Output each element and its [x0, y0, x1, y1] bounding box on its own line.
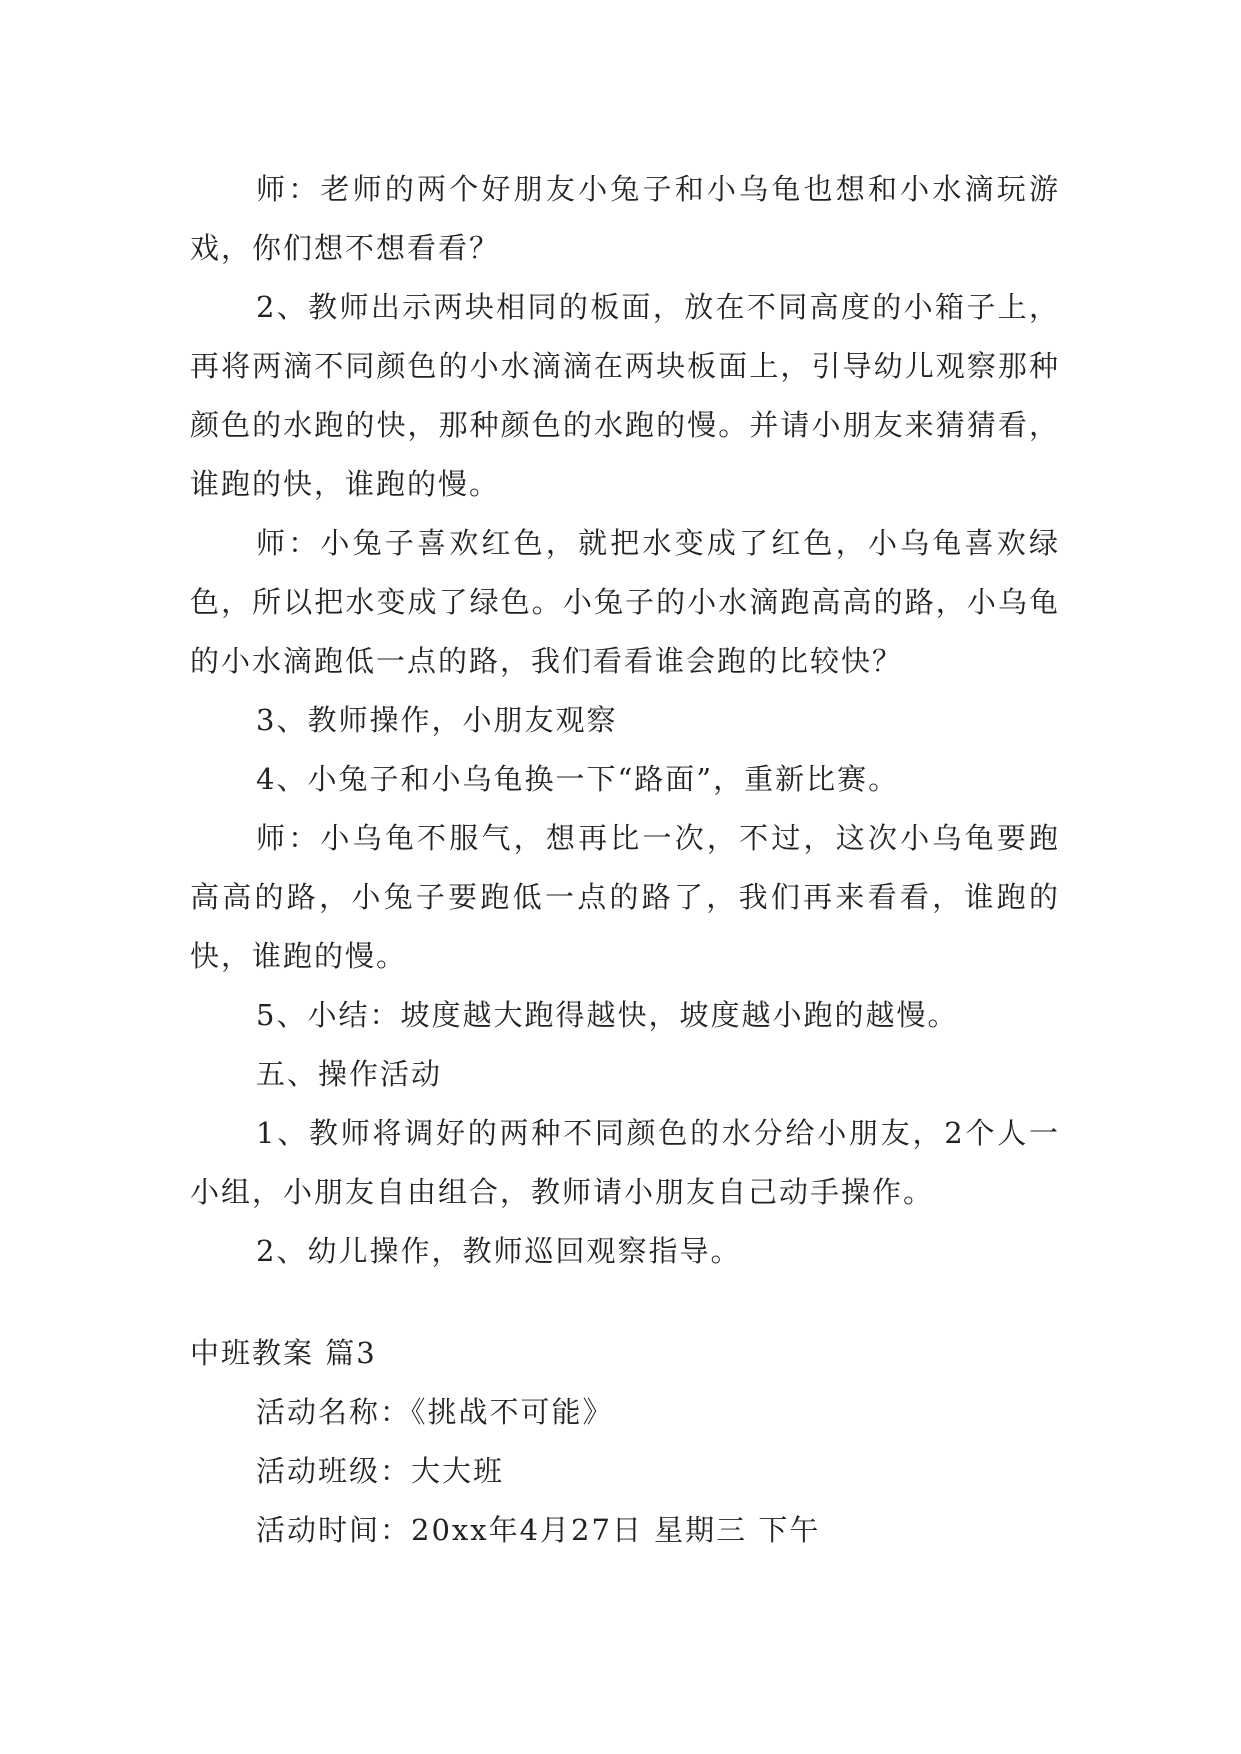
lesson-plan-continued [190, 160, 1060, 1281]
step-2-paragraph: 2、教师出示两块相同的板面，放在不同高度的小箱子上，再将两滴不同颜色的小水滴滴在两块板面上，引导幼儿观察那种颜色的水跑的快，那种颜色的水跑的慢。并请小朋友来猜猜看，谁跑的快，谁跑的慢。 [190, 290, 1060, 501]
activity-time: 活动时间：20xx年4月27日 星期三 下午 [256, 1513, 821, 1547]
teacher-line-colors: 师：小兔子喜欢红色，就把水变成了红色，小乌龟喜欢绿色，所以把水变成了绿色。小兔子的小水滴跑高高的路，小乌龟的小水滴跑低一点的路，我们看看谁会跑的比较快？ [190, 526, 1060, 678]
operation-step-1: 1、教师将调好的两种不同颜色的水分给小朋友，2个人一小组，小朋友自由组合，教师请小朋友自己动手操作。 [190, 1116, 1060, 1209]
section-five-heading: 五、操作活动 [256, 1057, 443, 1091]
step-3-paragraph: 3、教师操作，小朋友观察 [256, 703, 618, 737]
step-5-summary: 5、小结：坡度越大跑得越快，坡度越小跑的越慢。 [256, 998, 959, 1032]
operation-step-2: 2、幼儿操作，教师巡回观察指导。 [256, 1234, 742, 1268]
activity-class: 活动班级：大大班 [256, 1454, 505, 1488]
teacher-line-intro: 师：老师的两个好朋友小兔子和小乌龟也想和小水滴玩游戏，你们想不想看看？ [190, 172, 1060, 265]
lesson-plan-3 [190, 1324, 1060, 1560]
activity-name: 活动名称：《挑战不可能》 [256, 1395, 614, 1429]
teacher-line-rematch: 师：小乌龟不服气，想再比一次，不过，这次小乌龟要跑高高的路，小兔子要跑低一点的路了，我们再来看看，谁跑的快，谁跑的慢。 [190, 821, 1060, 973]
step-4-paragraph: 4、小兔子和小乌龟换一下“路面”，重新比赛。 [256, 762, 900, 796]
lesson-plan-heading: 中班教案 篇3 [190, 1336, 377, 1370]
